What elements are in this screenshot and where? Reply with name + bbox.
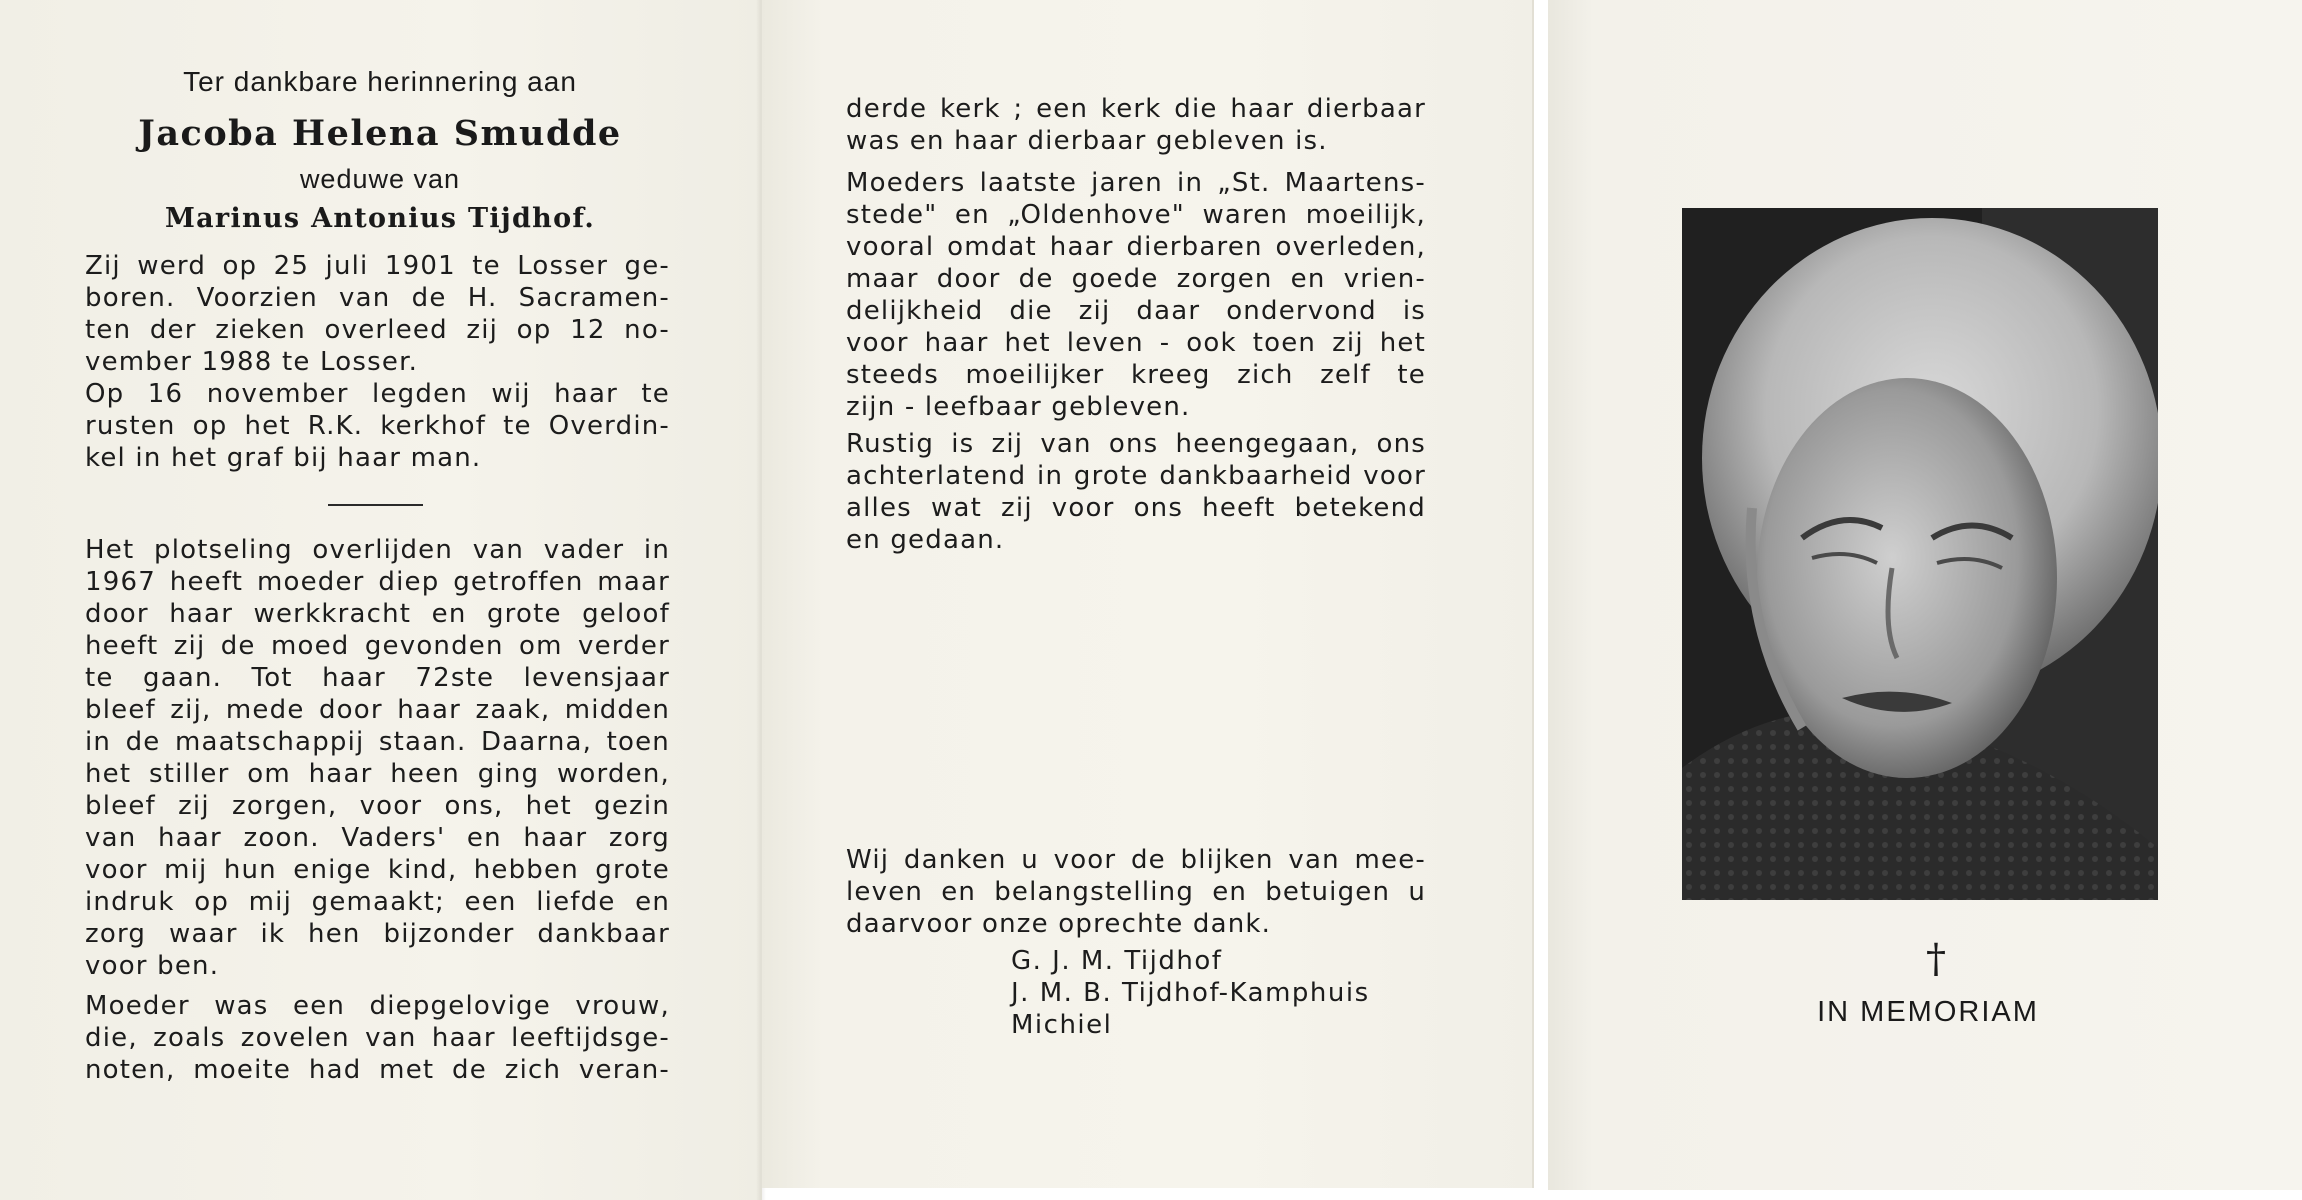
text-line: rusten op het R.K. kerkhof te Overdin-	[85, 411, 670, 441]
signatures	[1011, 945, 1370, 1041]
text-line: bleef zij, mede door haar zaak, midden	[85, 695, 670, 725]
text-line: Moeders laatste jaren in „St. Maartens-	[846, 168, 1426, 198]
farewell-paragraph	[846, 428, 1426, 556]
text-line: alles wat zij voor ons heeft betekend	[846, 493, 1426, 523]
in-memoriam-label: IN MEMORIAM	[1817, 996, 2039, 1028]
signature-line: Michiel	[1011, 1010, 1113, 1040]
text-line: voor haar het leven - ook toen zij het	[846, 328, 1426, 358]
text-line: zorg waar ik hen bijzonder dankbaar	[85, 919, 670, 949]
text-line: Moeder was een diepgelovige vrouw,	[85, 991, 670, 1021]
text-line: voor ben.	[85, 951, 220, 981]
text-line: noten, moeite had met de zich veran-	[85, 1055, 670, 1085]
text-line: Op 16 november legden wij haar te	[85, 379, 670, 409]
text-line: zijn - leefbaar gebleven.	[846, 392, 1191, 422]
signature-line: G. J. M. Tijdhof	[1011, 946, 1223, 976]
life-paragraph	[85, 534, 670, 982]
text-line: heeft zij de moed gevonden om verder	[85, 631, 670, 661]
text-line: Rustig is zij van ons heengegaan, ons	[846, 429, 1426, 459]
text-line: Het plotseling overlijden van vader in	[85, 535, 670, 565]
portrait-photo	[1682, 208, 2158, 900]
text-line: het stiller om haar heen ging worden,	[85, 759, 670, 789]
text-line: leven en belangstelling en betuigen u	[846, 877, 1426, 907]
birth-death-paragraph	[85, 250, 670, 378]
last-years-paragraph	[846, 167, 1426, 423]
text-line: Zij werd op 25 juli 1901 te Losser ge-	[85, 251, 670, 281]
text-line: in de maatschappij staan. Daarna, toen	[85, 727, 670, 757]
text-line: achterlatend in grote dankbaarheid voor	[846, 461, 1426, 491]
text-line: vember 1988 te Losser.	[85, 347, 419, 377]
signature-line: J. M. B. Tijdhof-Kamphuis	[1011, 978, 1370, 1008]
text-line: 1967 heeft moeder diep getroffen maar	[85, 567, 670, 597]
text-line: bleef zij zorgen, voor ons, het gezin	[85, 791, 670, 821]
text-line: die, zoals zovelen van haar leeftijdsge-	[85, 1023, 670, 1053]
faith-paragraph	[85, 990, 670, 1086]
text-line: te gaan. Tot haar 72ste levensjaar	[85, 663, 670, 693]
burial-paragraph	[85, 378, 670, 474]
text-line: en gedaan.	[846, 525, 1005, 555]
text-line: kel in het graf bij haar man.	[85, 443, 482, 473]
text-line: was en haar dierbaar gebleven is.	[846, 126, 1328, 156]
text-line: indruk op mij gemaakt; een liefde en	[85, 887, 670, 917]
text-line: delijkheid die zij daar ondervond is	[846, 296, 1426, 326]
text-line: stede" en „Oldenhove" waren moeilijk,	[846, 200, 1426, 230]
widow-of-line: weduwe van	[299, 164, 461, 194]
section-divider	[328, 504, 423, 506]
text-line: van haar zoon. Vaders' en haar zorg	[85, 823, 670, 853]
text-line: vooral omdat haar dierbaren overleden,	[846, 232, 1426, 262]
intro-line: Ter dankbare herinnering aan	[183, 66, 577, 97]
deceased-name: Jacoba Helena Smudde	[138, 113, 622, 154]
left-panel	[0, 0, 762, 1200]
text-line: boren. Voorzien van de H. Sacramen-	[85, 283, 670, 313]
text-line: door haar werkkracht en grote geloof	[85, 599, 670, 629]
text-line: Wij danken u voor de blijken van mee-	[846, 845, 1426, 875]
text-line: daarvoor onze oprechte dank.	[846, 909, 1272, 939]
text-line: voor mij hun enige kind, hebben grote	[85, 855, 670, 885]
cross-icon: †	[1926, 936, 1946, 982]
portrait-illustration	[1682, 208, 2158, 900]
thanks-paragraph	[846, 844, 1426, 940]
text-line: derde kerk ; een kerk die haar dierbaar	[846, 94, 1426, 124]
text-line: ten der zieken overleed zij op 12 no-	[85, 315, 670, 345]
church-paragraph	[846, 93, 1426, 157]
text-line: steeds moeilijker kreeg zich zelf te	[846, 360, 1426, 390]
text-line: maar door de goede zorgen en vrien-	[846, 264, 1426, 294]
husband-name: Marinus Antonius Tijdhof.	[164, 203, 596, 234]
